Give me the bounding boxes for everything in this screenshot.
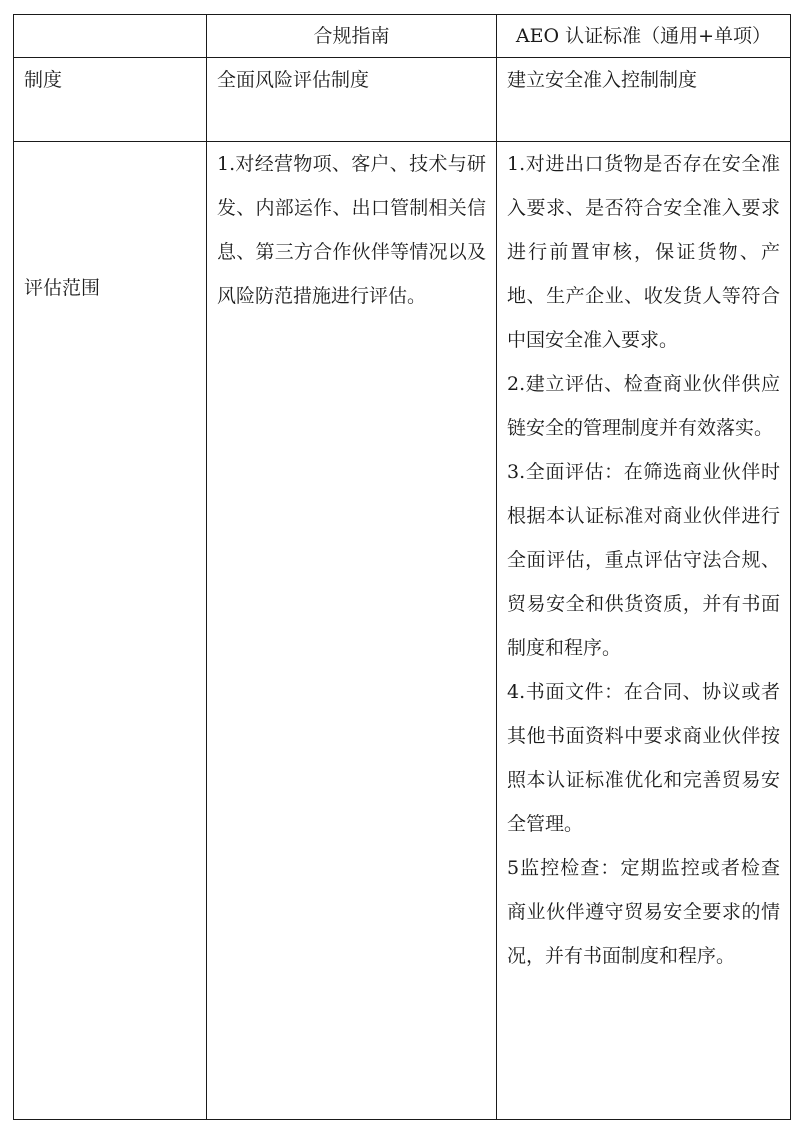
header-guide-cell: 合规指南 [207, 15, 497, 58]
scope-label-cell [14, 142, 207, 1120]
header-row [14, 15, 791, 58]
aeo-item-3: 3.全面评估：在筛选商业伙伴时根据本认证标准对商业伙伴进行全面评估，重点评估守法合规、贸易安全和供货资质，并有书面制度和程序。 [507, 461, 780, 659]
aeo-item-1: 1.对进出口货物是否存在安全准入要求、是否符合安全准入要求进行前置审核，保证货物、产地、生产企业、收发货人等符合中国安全准入要求。 [507, 153, 780, 351]
scope-guide-cell [207, 142, 497, 1120]
aeo-item-4: 4.书面文件：在合同、协议或者其他书面资料中要求商业伙伴按照本认证标准优化和完善贸易安全管理。 [507, 681, 780, 835]
system-guide-cell [207, 58, 497, 142]
scope-label: 评估范围 [24, 277, 101, 299]
scope-aeo-cell [497, 142, 791, 1120]
system-aeo-cell [497, 58, 791, 142]
system-aeo-text: 建立安全准入控制制度 [507, 69, 698, 91]
compliance-comparison-table [13, 14, 791, 1120]
scope-guide-text: 1.对经营物项、客户、技术与研发、内部运作、出口管制相关信息、第三方合作伙伴等情况以及风险防范措施进行评估。 [217, 153, 486, 307]
system-guide-text: 全面风险评估制度 [217, 69, 370, 91]
scope-row [14, 142, 791, 1120]
aeo-item-2: 2.建立评估、检查商业伙伴供应链安全的管理制度并有效落实。 [507, 373, 780, 439]
system-label-cell [14, 58, 207, 142]
system-row [14, 58, 791, 142]
header-corner-cell [14, 15, 207, 58]
header-aeo-cell: AEO 认证标准（通用+单项） [497, 15, 791, 58]
system-label: 制度 [24, 69, 63, 91]
aeo-item-5: 5监控检查：定期监控或者检查商业伙伴遵守贸易安全要求的情况，并有书面制度和程序。 [507, 857, 780, 967]
